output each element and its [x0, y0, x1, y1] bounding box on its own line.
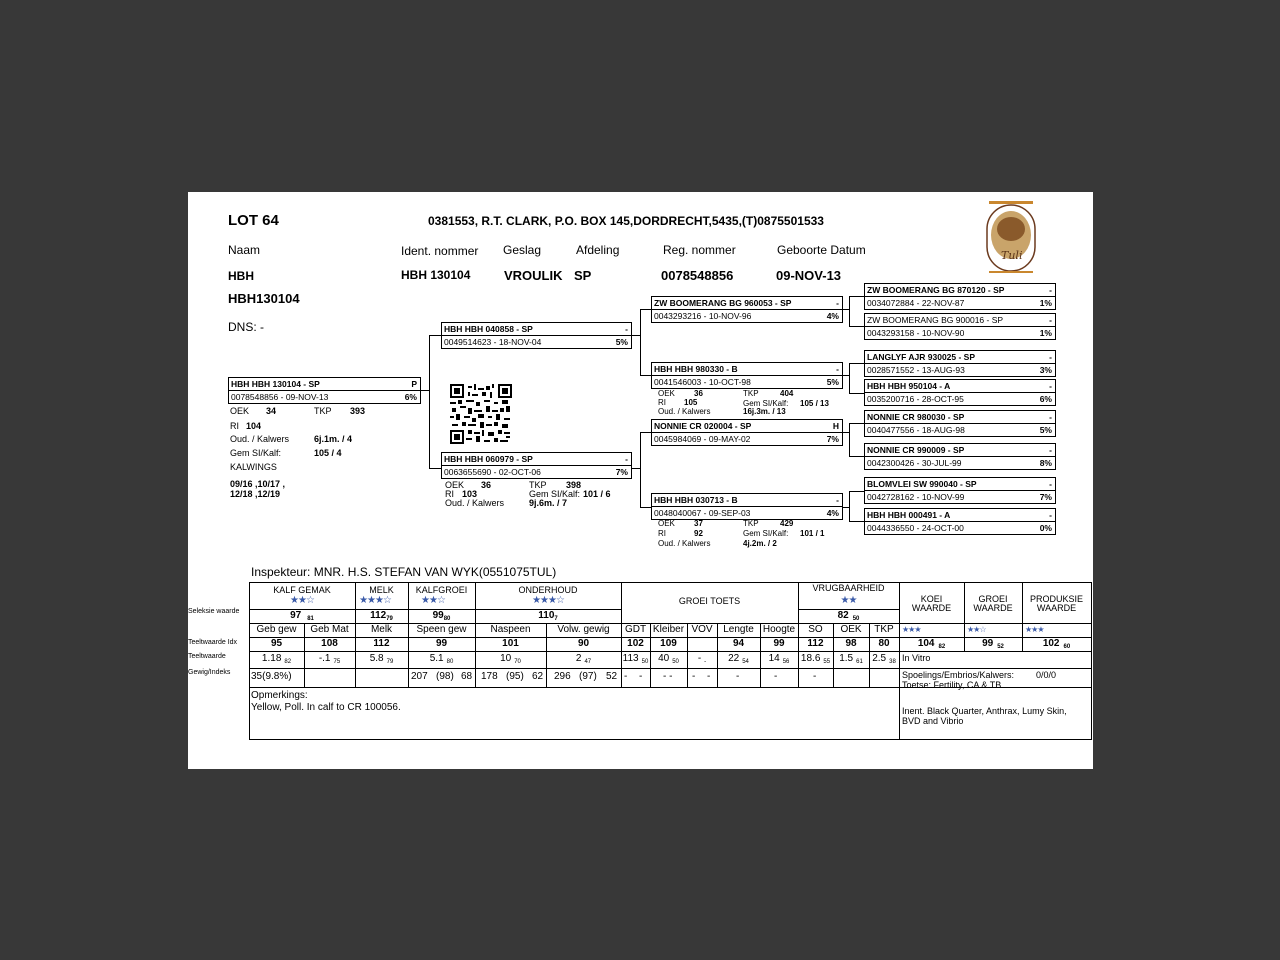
trait-header: Geb gew: [256, 624, 297, 635]
stars-melk: ★★★☆: [359, 595, 391, 606]
label-geslag: Geslag: [503, 243, 542, 257]
value-naam: HBH: [228, 269, 254, 283]
ggp-box-5: NONNIE CR 980030 - SP - 0040477556 - 18-AUG-98 5%: [864, 410, 1056, 437]
subject-box: HBH HBH 130104 - SP P 0078548856 - 09-NOV-13 6%: [228, 377, 421, 404]
ggp-box-4: HBH HBH 950104 - A - 0035200716 - 28-OCT-95 6%: [864, 379, 1056, 406]
toetse: Toetse: Fertility, CA & TB: [902, 680, 1002, 690]
group-melk: MELK: [369, 585, 394, 595]
ggp-box-8: HBH HBH 000491 - A - 0044336550 - 24-OCT-00 0%: [864, 508, 1056, 535]
trait-header: Kleiber: [652, 624, 685, 635]
idx-koei: 104 $_{82}$: [917, 638, 946, 650]
trait-header: Speen gew: [416, 624, 467, 635]
ggp-box-6: NONNIE CR 990009 - SP - 0042300426 - 30-JUL-99 8%: [864, 443, 1056, 470]
teelt-value: 5.1 $_{80}$: [429, 653, 454, 665]
in-vitro: In Vitro: [902, 653, 931, 663]
spoelings-value: 0/0/0: [1036, 670, 1057, 680]
ggp-box-1: ZW BOOMERANG BG 870120 - SP - 0034072884 - 22-NOV-87 1%: [864, 283, 1056, 310]
value-reg: 0078548856: [661, 268, 734, 283]
grandsire-maternal-box: NONNIE CR 020004 - SP H 0045984069 - 09-MAY-02 7%: [651, 419, 843, 446]
teelt-value: 14 $_{56}$: [768, 653, 790, 665]
stats-table: KALF GEMAK ★★☆ MELK ★★★☆ KALFGROEI ★★☆ ONDERHOUD ★★★☆ GROEI TOETS VRUGBAARHEID ★★ KOEI WAARDE GROEI WAARDE PRODUKSIE WAARDE 97 $_{81}$ $112_{79}$ $99_{80}$ $110_7$ 82 $_{50}$ ★★★ ★★☆ ★★★ Geb gew Geb Mat Melk Speen gew Naspeen Volw. gewig GDT Kleiber VOV Lengte Hoogte SO OEK TKP 95 108 112 99 101 90 102 109 94 99 112 98 80 1.18 $_{82}$ -.1 $_{75}$ 5.8 $_{79}$ 5.1 $_{80}$ 10 $_{70}$ 2 $_{47}$ 113 $_{50}$ 40 $_{50}$ - $_-$ 22 $_{54}$ 14 $_{56}$ 18.6 $_{55}$ 1.5 $_{61}$ 2.5 $_{38}$ 104 $_{82}$ 99 $_{52}$ 102 $_{60}$ In Vitro Spoelings/Embrios/Kalwers: 0/0/0 Toetse: Fertility, CA & TB Inent. Black Quarter, Anthrax, Lumy Skin, BVD and Vibrio 35(9.8%) 207 (98) 68 178 (95) 62 296 (97) 52 - - - - - - - - - Opmerkings: Yellow, Poll. In calf to CR 100056.: [249, 582, 1092, 740]
trait-header: Melk: [370, 624, 393, 635]
stars-onderhoud: ★★★☆: [532, 595, 564, 606]
group-onderhoud: ONDERHOUD: [518, 585, 578, 595]
grandsire-paternal-box: ZW BOOMERANG BG 960053 - SP - 0043293216 - 10-NOV-96 4%: [651, 296, 843, 323]
trait-header: TKP: [874, 624, 894, 635]
sel-onderhoud: $110_7$: [538, 610, 558, 622]
idx-value: 90: [577, 638, 590, 649]
dam-box: HBH HBH 060979 - SP - 0063655690 - 02-OCT-06 7%: [441, 452, 632, 479]
gewig-geb: 35(9.8%): [251, 671, 292, 682]
idx-value: 112: [373, 638, 390, 649]
group-kalf-gemak: KALF GEMAK: [273, 585, 331, 595]
idx-value: 94: [732, 638, 745, 649]
ggp-box-2: ZW BOOMERANG BG 900016 - SP - 0043293158 - 10-NOV-90 1%: [864, 313, 1056, 340]
stars-produksie: ★★★: [1025, 625, 1044, 634]
group-koei: KOEI: [920, 594, 943, 604]
remarks-label: Opmerkings:: [251, 690, 308, 701]
stars-koei: ★★★: [902, 625, 921, 634]
idx-value: 95: [270, 638, 283, 649]
label-reg: Reg. nommer: [663, 243, 736, 257]
idx-value: 101: [502, 638, 519, 649]
teelt-value: - $_-$: [697, 653, 707, 665]
stars-kalf: ★★☆: [290, 595, 314, 606]
trait-header: Naspeen: [490, 624, 531, 635]
group-produksie: PRODUKSIE: [1029, 594, 1083, 604]
teelt-value: 2.5 $_{38}$: [872, 653, 896, 665]
inent-line1: Inent. Black Quarter, Anthrax, Lumy Skin,: [902, 706, 1067, 716]
group-groei: GROEI: [978, 594, 1008, 604]
qr-code-icon: [450, 384, 512, 444]
gewig-speen: 207: [411, 671, 428, 682]
sel-vrug: 82 $_{50}$: [837, 610, 860, 622]
ggp-box-3: LANGLYF AJR 930025 - SP - 0028571552 - 13-AUG-93 3%: [864, 350, 1056, 377]
tuli-bull-logo: [981, 199, 1041, 275]
label-ident: Ident. nommer: [401, 244, 479, 258]
value-ident: HBH 130104: [401, 268, 471, 282]
teelt-value: 5.8 $_{79}$: [369, 653, 394, 665]
teelt-value: 113 $_{50}$: [622, 653, 649, 665]
idx-value: 108: [321, 638, 338, 649]
label-geboorte: Geboorte Datum: [777, 243, 866, 257]
logo-text: Tuli: [1001, 249, 1023, 262]
label-afdeling: Afdeling: [576, 243, 620, 257]
trait-header: Lengte: [723, 624, 754, 635]
teelt-value: 40 $_{50}$: [658, 653, 679, 665]
stars-groei: ★★☆: [967, 625, 986, 634]
trait-header: GDT: [624, 624, 647, 635]
trait-header: Geb Mat: [310, 624, 349, 635]
rowlabel-teelt: Teeltwaarde: [188, 653, 226, 660]
teelt-value: -.1 $_{75}$: [318, 653, 341, 665]
value-afdeling: SP: [574, 268, 592, 283]
pedigree-sheet: LOT 64 0381553, R.T. CLARK, P.O. BOX 145,DORDRECHT,5435,(T)0875501533 Naam Ident. nommer Geslag Afdeling Reg. nommer Geboorte Datum HBH HBH 130104 VROULIK SP 0078548856 09-NOV-13 HBH130104 DNS: - Tuli HBH HBH 130104 - SP P 0078548856 - 09-NOV-13 6% OEK 34 TKP 393 RI 104 Oud. / Kalwers 6j.1m. / 4 Gem SI/Kalf: 105 / 4 KALWINGS 09/16 ,10/17 , 12/18 ,12/19 HBH HBH 040858 - SP - 0049514623 - 18-NOV-04 5% HBH HBH 060979 - SP - 0063655690 - 02-OCT-06 7% OEK 36 TKP 398 RI 103 Gem SI/Kalf: 101 / 6 Oud. / Kalwers 9j.6m. / 7 ZW BOOMERANG BG 960053 - SP - 0043293216 - 10-NOV-96 4% HBH HBH 980330 - B - 0041546003 - 10-OCT-98 5% OEK 36 TKP 404 RI 105 Gem SI/Kalf: 105 / 13 Oud. / Kalwers 16j.3m. / 13 NONNIE CR 020004 - SP H 0045984069 - 09-MAY-02 7% HBH HBH 030713 - B - 0048040067 - 09-SEP-03 4% OEK 37 TKP 429 RI 92 Gem SI/Kalf: 101 / 1 Oud. / Kalwers 4j.2m. / 2 ZW BOOMERANG BG 870120 - SP - 0034072884 - 22-NOV-87 1% ZW BOOMERANG BG 900016 - SP - 0043293158 - 10-NOV-90 1% LANGLYF AJR 930025 - SP - 0028571552 - 13-AUG-93 3% HBH HBH 950104 - A - 0035200716 - 28-OCT-95 6% NONNIE CR 980030 - SP - 0040477556 - 18-AUG-98 5% NONNIE CR 990009 - SP - 0042300426 - 30-JUL-99 8% BLOMVLEI SW 990040 - SP - 0042728162 - 10-NOV-99 7% HBH HBH 000491 - A - 0044336550 - 24-OCT-00 0% Inspekteur: MNR. H.S. STEFAN VAN WYK(0551075TUL) Seleksie waarde Teeltwaarde Idx Teeltwaarde Gewig/Indeks KALF GEMAK ★★☆ MELK ★★★☆ KALFGROEI ★★☆ ONDERHOUD ★★★☆ GROEI TOETS VRUGBAARHEID ★★ KOEI WAARDE GROEI WAARDE PRODUKSIE WAARDE 97 $_{81}$ $112_{79}$ $99_{80}$ $110_7$ 82 $_{50}$ ★★★ ★★☆ ★★★ Geb gew Geb Mat Melk Speen gew Naspeen Volw. gewig GDT Kleiber VOV Lengte Hoogte SO OEK TKP 95 108 112 99 101 90 102 109 94 99 112 98 80 1.18 $_{82}$ -.1 $_{75}$ 5.8 $_{79}$ 5.1 $_{80}$ 10 $_{70}$ 2 $_{47}$ 113 $_{50}$ 40 $_{50}$ - $_-$ 22 $_{54}$ 14 $_{56}$ 18.6 $_{55}$ 1.5 $_{61}$ 2.5 $_{38}$ 104 $_{82}$ 99 $_{52}$ 102 $_{60}$ In Vitro Spoelings/Embrios/Kalwers: 0/0/0 Toetse: Fertility, CA & TB Inent. Black Quarter, Anthrax, Lumy Skin, BVD and Vibrio 35(9.8%) 207 (98) 68 178 (95) 62 296 (97) 52 - - - - - - - - - Opmerkings: Yellow, Poll. In calf to CR 100056.: [188, 192, 1093, 769]
group-kalfgroei: KALFGROEI: [415, 585, 468, 595]
idx-value: 98: [845, 638, 857, 649]
gewig-volw: 296: [554, 671, 571, 682]
trait-header: VOV: [691, 624, 713, 635]
trait-header: Volw. gewig: [557, 624, 610, 635]
idx-value: 112: [807, 638, 824, 649]
inent-line2: BVD and Vibrio: [902, 716, 964, 726]
stars-vrugbaarheid: ★★: [840, 595, 857, 606]
value-geboorte: 09-NOV-13: [776, 268, 842, 283]
teelt-value: 10 $_{70}$: [500, 653, 521, 665]
animal-name: HBH130104: [228, 291, 300, 306]
lot-number: LOT 64: [228, 212, 279, 229]
idx-value: 102: [627, 638, 644, 649]
sel-melk: $112_{79}$: [370, 610, 393, 622]
dns: DNS: -: [228, 320, 264, 334]
rowlabel-gewig: Gewig/Indeks: [188, 669, 231, 676]
idx-value: 99: [435, 638, 448, 649]
value-geslag: VROULIK: [504, 268, 563, 283]
idx-groei: 99 $_{52}$: [982, 638, 1004, 650]
sire-box: HBH HBH 040858 - SP - 0049514623 - 18-NOV-04 5%: [441, 322, 632, 349]
gewig-naspeen: 178: [481, 671, 498, 682]
label-naam: Naam: [228, 243, 261, 257]
teelt-value: 2 $_{47}$: [575, 653, 592, 665]
trait-header: Hoogte: [762, 624, 796, 635]
idx-value: 80: [878, 638, 890, 649]
trait-header: OEK: [840, 624, 862, 635]
idx-value: 109: [660, 638, 677, 649]
teelt-value: 22 $_{54}$: [728, 653, 749, 665]
idx-produksie: 102 $_{60}$: [1042, 638, 1071, 650]
sel-kalfgroei: $99_{80}$: [432, 610, 451, 622]
teelt-value: 1.5 $_{61}$: [839, 653, 863, 665]
teelt-value: 18.6 $_{55}$: [800, 653, 831, 665]
group-vrugbaarheid: VRUGBAARHEID: [812, 583, 885, 593]
ggp-box-7: BLOMVLEI SW 990040 - SP - 0042728162 - 10-NOV-99 7%: [864, 477, 1056, 504]
rowlabel-teelt-idx: Teeltwaarde Idx: [188, 639, 238, 646]
group-groei-toets: GROEI TOETS: [678, 596, 741, 606]
trait-header: SO: [808, 624, 823, 635]
stars-kalfgroei: ★★☆: [421, 595, 445, 606]
spoelings-label: Spoelings/Embrios/Kalwers:: [902, 670, 1015, 680]
owner-info: 0381553, R.T. CLARK, P.O. BOX 145,DORDRECHT,5435,(T)0875501533: [428, 214, 824, 228]
granddam-maternal-box: HBH HBH 030713 - B - 0048040067 - 09-SEP-03 4%: [651, 493, 843, 520]
rowlabel-seleksie: Seleksie waarde: [188, 608, 240, 615]
granddam-paternal-box: HBH HBH 980330 - B - 0041546003 - 10-OCT-98 5%: [651, 362, 843, 389]
sel-kalf: 97 $_{81}$: [290, 610, 314, 622]
remarks: Yellow, Poll. In calf to CR 100056.: [251, 702, 401, 713]
teelt-value: 1.18 $_{82}$: [261, 653, 292, 665]
inspector: Inspekteur: MNR. H.S. STEFAN VAN WYK(0551075TUL): [251, 565, 557, 579]
idx-value: 99: [773, 638, 785, 649]
